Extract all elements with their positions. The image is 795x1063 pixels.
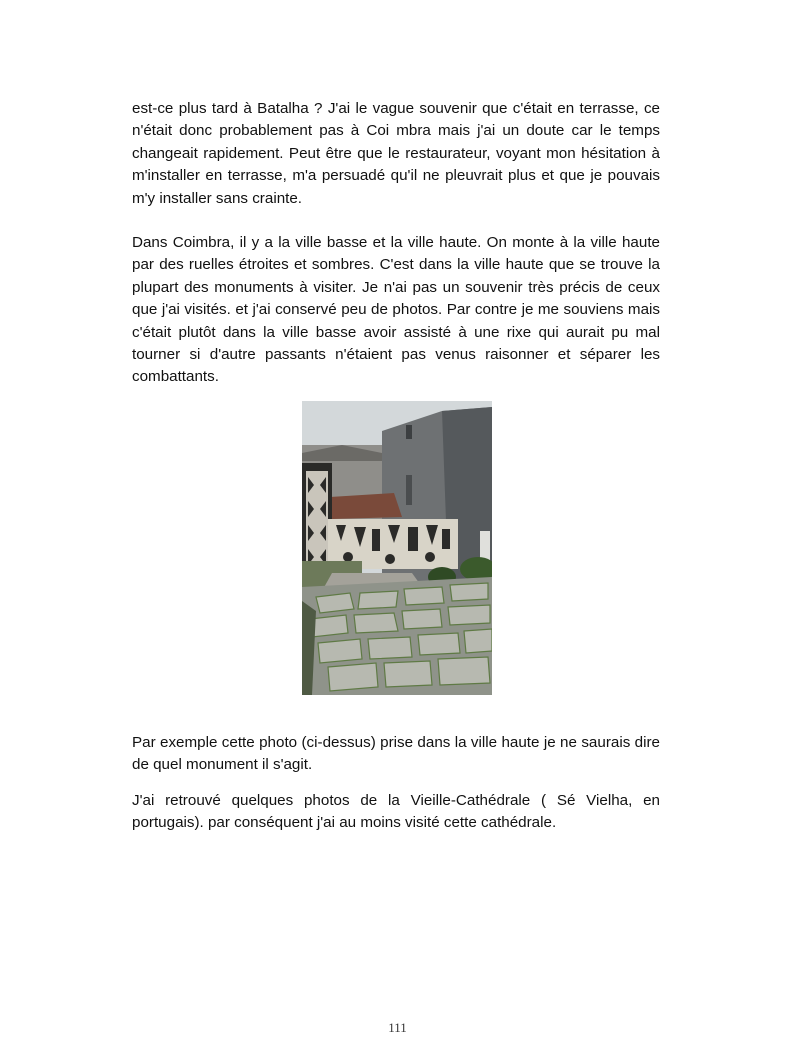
paragraph-photo-caption: Par exemple cette photo (ci-dessus) prise dans la ville haute je ne saurais dire de quel monument il s'agit. (132, 734, 660, 774)
paragraph-coimbra-city: Dans Coimbra, il y a la ville basse et la ville haute. On monte à la ville haute par des ruelles étroites et sombres. C'est dans la ville haute que se trouve la plupart des monuments à visiter. Je n'ai pas un souvenir très précis de ceux que j'ai visités. et j'ai conservé peu de photos. Par contre je me souviens mais c'était plutôt dans la ville basse avoir assisté à une rixe qui aurait pu mal tourner si d'autre passants n'étaient pas venus raisonner et séparer les combattants. (132, 234, 660, 386)
paragraph-cathedral: J'ai retrouvé quelques photos de la Vieille-Cathédrale ( Sé Vielha, en portugais). par conséquent j'ai au moins visité cette cathédrale. (132, 792, 660, 832)
paragraph-batalha-terrace: est-ce plus tard à Batalha ? J'ai le vague souvenir que c'était en terrasse, ce n'était donc probablement pas à Coi mbra mais j'ai un doute car le temps changeait rapidement. Peut être que le restaurateur, voyant mon hésitation à m'installer en terrasse, m'a persuadé qu'il ne pleuvrait plus et que je pouvais m'y installer sans crainte. (132, 100, 660, 207)
courtyard-photo (302, 401, 492, 695)
page-number: 111 (388, 1020, 407, 1035)
